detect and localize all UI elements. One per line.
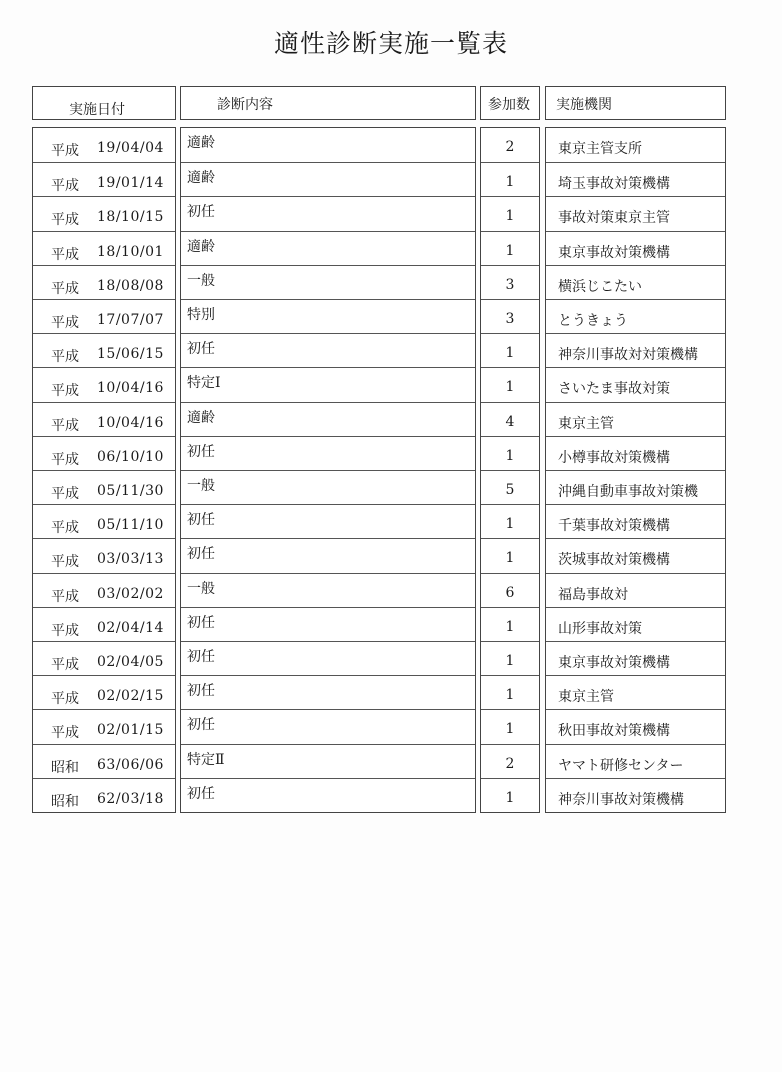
content-cell — [181, 333, 475, 367]
org-cell — [546, 333, 725, 367]
era-text: 平成 — [51, 657, 79, 673]
date-cell — [33, 675, 175, 709]
count-text: 1 — [505, 653, 515, 669]
date-column — [32, 127, 176, 813]
page-title: 適性診断実施一覧表 — [273, 29, 508, 58]
date-cell — [33, 196, 175, 230]
content-text: 初任 — [187, 717, 215, 734]
date-cell — [33, 470, 175, 504]
era-text: 平成 — [51, 588, 79, 605]
era-text: 平成 — [51, 417, 79, 434]
date-cell — [33, 436, 175, 470]
count-text: 1 — [505, 516, 515, 533]
era-text: 平成 — [51, 315, 79, 331]
count-cell — [481, 231, 539, 265]
date-cell — [33, 162, 175, 196]
count-cell — [481, 709, 539, 743]
count-text: 3 — [505, 311, 515, 327]
org-cell — [546, 641, 725, 675]
count-cell — [481, 299, 539, 333]
content-text: 初任 — [187, 683, 215, 700]
date-text: 02/01/15 — [97, 722, 164, 739]
content-cell — [181, 538, 475, 572]
date-text: 63/06/06 — [97, 756, 164, 773]
count-cell — [481, 641, 539, 675]
org-text: 東京主管支所 — [558, 141, 642, 157]
date-text: 06/10/10 — [97, 448, 164, 465]
era-text: 平成 — [51, 246, 79, 263]
org-text: 福島事故対 — [558, 586, 628, 603]
content-cell — [181, 675, 475, 709]
count-text: 1 — [505, 345, 515, 362]
era-text: 平成 — [51, 212, 79, 229]
content-text: 一般 — [187, 478, 215, 494]
count-text: 1 — [505, 687, 515, 704]
date-text: 02/04/14 — [97, 619, 164, 636]
content-text: 適齢 — [187, 170, 215, 187]
date-text: 05/11/10 — [97, 517, 164, 534]
org-cell — [546, 470, 725, 504]
content-cell — [181, 128, 475, 162]
org-text: 小樽事故対策機構 — [558, 449, 670, 466]
date-cell — [33, 504, 175, 538]
content-cell — [181, 436, 475, 470]
era-text: 昭和 — [51, 759, 79, 776]
date-text: 17/07/07 — [97, 312, 164, 328]
era-text: 平成 — [51, 725, 79, 742]
header-count — [480, 86, 540, 120]
content-text: 初任 — [187, 614, 215, 631]
content-text: 一般 — [187, 272, 215, 289]
org-cell — [546, 128, 725, 162]
content-text: 適齢 — [187, 238, 215, 255]
content-text: 特定Ⅰ — [187, 375, 221, 392]
content-column — [180, 127, 476, 813]
content-text: 初任 — [187, 204, 215, 221]
org-cell — [546, 196, 725, 230]
content-cell — [181, 470, 475, 504]
count-cell — [481, 744, 539, 778]
org-cell — [546, 265, 725, 299]
content-text: 初任 — [187, 546, 215, 563]
count-text: 6 — [505, 584, 515, 601]
org-cell — [546, 744, 725, 778]
era-text: 平成 — [51, 349, 79, 366]
count-cell — [481, 196, 539, 230]
content-cell — [181, 641, 475, 675]
org-text: 横浜じこたい — [558, 278, 642, 295]
count-cell — [481, 607, 539, 641]
content-text: 特定Ⅱ — [187, 751, 225, 768]
count-text: 2 — [505, 755, 515, 772]
content-cell — [181, 162, 475, 196]
org-column — [545, 127, 726, 813]
org-text: 茨城事故対策機構 — [558, 552, 670, 569]
date-text: 19/01/14 — [97, 175, 164, 192]
date-text: 62/03/18 — [97, 790, 164, 807]
content-cell — [181, 504, 475, 538]
org-text: 神奈川事故対対策機構 — [558, 347, 698, 364]
org-text: さいたま事故対策 — [558, 381, 670, 398]
count-cell — [481, 675, 539, 709]
org-text: 事故対策東京主管 — [558, 210, 670, 227]
header-date-label: 実施日付 — [69, 102, 125, 118]
date-cell — [33, 402, 175, 436]
header-date — [32, 86, 176, 120]
count-cell — [481, 436, 539, 470]
count-text: 1 — [505, 242, 515, 259]
date-text: 10/04/16 — [97, 414, 164, 431]
count-cell — [481, 128, 539, 162]
org-cell — [546, 231, 725, 265]
content-cell — [181, 402, 475, 436]
date-cell — [33, 333, 175, 367]
header-content-label: 診断内容 — [217, 97, 273, 113]
count-text: 1 — [505, 550, 515, 567]
date-text: 15/06/15 — [97, 346, 164, 363]
content-text: 適齢 — [187, 135, 215, 151]
content-text: 初任 — [187, 443, 215, 460]
content-cell — [181, 196, 475, 230]
count-text: 1 — [505, 208, 515, 225]
era-text: 平成 — [51, 280, 79, 297]
count-text: 3 — [505, 276, 515, 293]
org-cell — [546, 504, 725, 538]
content-cell — [181, 573, 475, 607]
content-text: 特別 — [187, 307, 215, 323]
org-text: 埼玉事故対策機構 — [558, 176, 670, 193]
content-cell — [181, 709, 475, 743]
date-text: 03/03/13 — [97, 551, 164, 568]
content-cell — [181, 778, 475, 812]
content-text: 初任 — [187, 341, 215, 358]
date-text: 18/08/08 — [97, 277, 164, 294]
org-text: 神奈川事故対策機構 — [558, 791, 684, 808]
date-cell — [33, 573, 175, 607]
org-cell — [546, 367, 725, 401]
count-cell — [481, 265, 539, 299]
date-text: 03/02/02 — [97, 585, 164, 602]
count-text: 2 — [505, 139, 515, 155]
era-text: 平成 — [51, 691, 79, 708]
org-text: 沖縄自動車事故対策機 — [558, 484, 698, 500]
content-text: 初任 — [187, 649, 215, 665]
org-text: 東京事故対策機構 — [558, 244, 670, 261]
org-cell — [546, 162, 725, 196]
date-cell — [33, 778, 175, 812]
content-text: 初任 — [187, 512, 215, 529]
era-text: 平成 — [51, 143, 79, 159]
date-cell — [33, 538, 175, 572]
era-text: 平成 — [51, 486, 79, 502]
count-text: 5 — [505, 482, 515, 498]
date-cell — [33, 367, 175, 401]
org-text: とうきょう — [558, 313, 628, 329]
era-text: 昭和 — [51, 793, 79, 810]
org-text: ヤマト研修センター — [558, 757, 684, 774]
content-text: 適齢 — [187, 409, 215, 426]
content-cell — [181, 607, 475, 641]
date-text: 19/04/04 — [97, 140, 164, 156]
header-count-label: 参加数 — [488, 97, 530, 113]
org-cell — [546, 709, 725, 743]
era-text: 平成 — [51, 622, 79, 639]
org-text: 山形事故対策 — [558, 620, 642, 637]
era-text: 平成 — [51, 554, 79, 571]
content-text: 初任 — [187, 785, 215, 802]
count-cell — [481, 367, 539, 401]
era-text: 平成 — [51, 383, 79, 400]
count-cell — [481, 162, 539, 196]
count-cell — [481, 333, 539, 367]
org-text: 東京主管 — [558, 415, 614, 432]
content-cell — [181, 367, 475, 401]
content-text: 一般 — [187, 580, 215, 597]
date-cell — [33, 641, 175, 675]
org-cell — [546, 607, 725, 641]
count-text: 4 — [505, 413, 515, 430]
count-cell — [481, 538, 539, 572]
count-text: 1 — [505, 379, 515, 396]
org-cell — [546, 538, 725, 572]
date-text: 10/04/16 — [97, 380, 164, 397]
era-text: 平成 — [51, 520, 79, 537]
header-org — [545, 86, 726, 120]
org-cell — [546, 573, 725, 607]
org-text: 東京主管 — [558, 689, 614, 706]
header-content — [180, 86, 476, 120]
date-cell — [33, 128, 175, 162]
count-cell — [481, 778, 539, 812]
date-cell — [33, 607, 175, 641]
date-text: 02/04/05 — [97, 654, 164, 670]
count-text: 1 — [505, 618, 515, 635]
date-text: 18/10/15 — [97, 209, 164, 226]
count-text: 1 — [505, 789, 515, 806]
org-cell — [546, 402, 725, 436]
org-cell — [546, 436, 725, 470]
org-cell — [546, 778, 725, 812]
date-text: 18/10/01 — [97, 243, 164, 260]
org-text: 東京事故対策機構 — [558, 655, 670, 671]
count-text: 1 — [505, 174, 515, 191]
date-text: 05/11/30 — [97, 483, 164, 499]
org-cell — [546, 299, 725, 333]
content-cell — [181, 265, 475, 299]
date-cell — [33, 299, 175, 333]
date-cell — [33, 744, 175, 778]
header-org-label: 実施機関 — [556, 97, 612, 113]
count-column — [480, 127, 540, 813]
era-text: 平成 — [51, 451, 79, 468]
org-cell — [546, 675, 725, 709]
content-cell — [181, 231, 475, 265]
date-cell — [33, 265, 175, 299]
count-cell — [481, 470, 539, 504]
count-cell — [481, 504, 539, 538]
content-cell — [181, 299, 475, 333]
count-cell — [481, 573, 539, 607]
count-text: 1 — [505, 721, 515, 738]
date-text: 02/02/15 — [97, 688, 164, 705]
era-text: 平成 — [51, 178, 79, 195]
org-text: 千葉事故対策機構 — [558, 518, 670, 535]
org-text: 秋田事故対策機構 — [558, 723, 670, 740]
count-cell — [481, 402, 539, 436]
date-cell — [33, 231, 175, 265]
content-cell — [181, 744, 475, 778]
date-cell — [33, 709, 175, 743]
count-text: 1 — [505, 447, 515, 464]
